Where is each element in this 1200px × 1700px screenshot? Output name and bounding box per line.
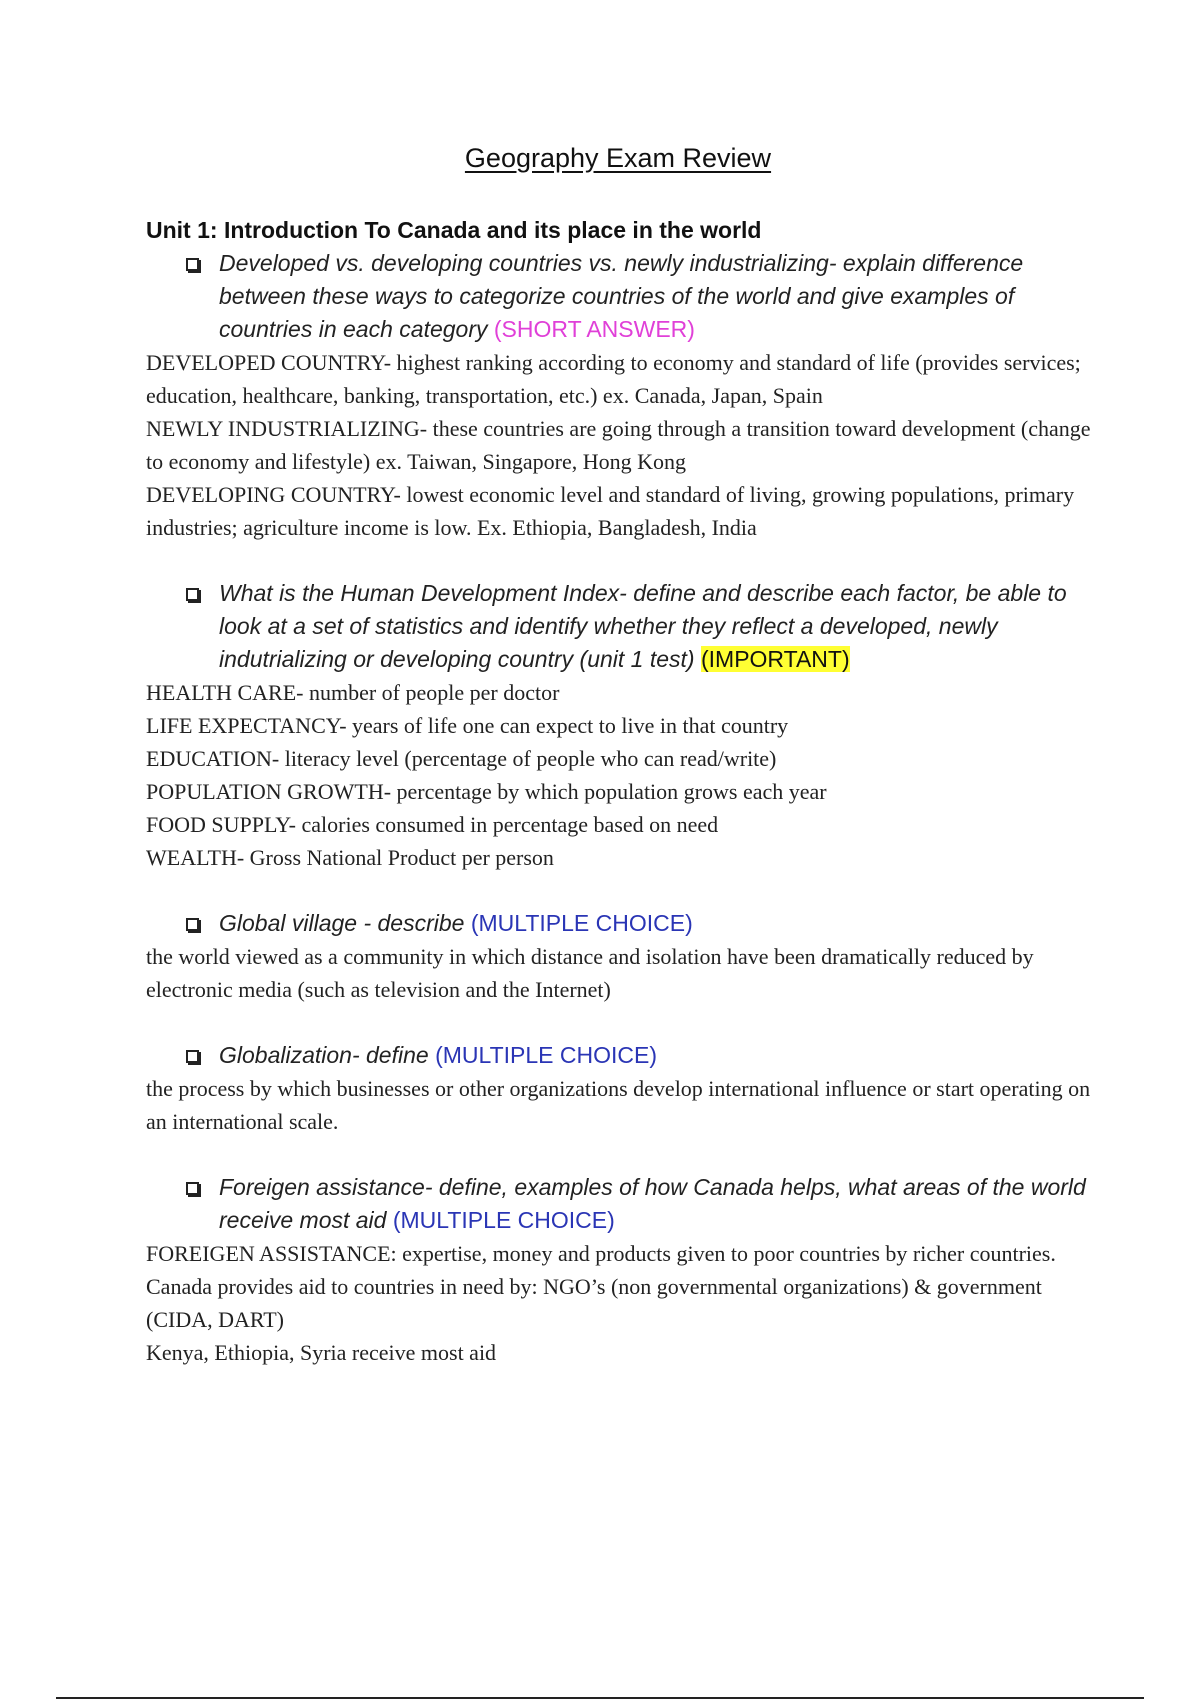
question-foreign-assistance — [146, 1171, 1106, 1237]
answer-line: Canada provides aid to countries in need by: NGO’s (non governmental organizations) & government (CIDA, DART) — [146, 1274, 1042, 1332]
answer-line: Kenya, Ethiopia, Syria receive most aid — [146, 1340, 497, 1365]
question-globalization — [146, 1039, 1106, 1072]
answer-line: WEALTH- Gross National Product per person — [146, 845, 554, 870]
checkbox-bullet-icon — [186, 1050, 199, 1063]
answer-line: LIFE EXPECTANCY- years of life one can expect to live in that country — [146, 713, 789, 738]
answer-line: DEVELOPING COUNTRY- lowest economic level and standard of living, growing populations, primary industries; agriculture income is low. Ex. Ethiopia, Bangladesh, India — [146, 482, 1075, 540]
answer-block — [146, 1237, 1106, 1369]
question-human-development-index — [146, 577, 1106, 676]
unit-heading: Unit 1: Introduction To Canada and its place in the world — [146, 217, 762, 243]
question-developed-vs-developing — [146, 247, 1106, 346]
question-text: Foreigen assistance- define, examples of how Canada helps, what areas of the world receive most aid — [219, 1174, 1086, 1233]
multiple-choice-tag: (MULTIPLE CHOICE) — [392, 1207, 615, 1233]
page-bottom-divider — [56, 1697, 1144, 1699]
question-text: Global village - describe — [219, 910, 465, 936]
document-content — [146, 213, 1106, 1369]
answer-block — [146, 676, 1106, 874]
question-text: Globalization- define — [219, 1042, 429, 1068]
short-answer-tag: (SHORT ANSWER) — [493, 316, 695, 342]
checkbox-bullet-icon — [186, 258, 199, 271]
page-title: Geography Exam Review — [464, 143, 772, 173]
answer-line: DEVELOPED COUNTRY- highest ranking according to economy and standard of life (provides services; education, healthcare, banking, transportation, etc.) ex. Canada, Japan, Spain — [146, 350, 1081, 408]
answer-line: the world viewed as a community in which distance and isolation have been dramatically reduced by electronic media (such as television and the Internet) — [146, 944, 1034, 1002]
question-text: What is the Human Development Index- define and describe each factor, be able to look at a set of statistics and identify whether they reflect a developed, newly indutrializing or developing country (unit 1 test) — [219, 580, 1067, 672]
answer-line: EDUCATION- literacy level (percentage of people who can read/write) — [146, 746, 777, 771]
answer-line: POPULATION GROWTH- percentage by which population grows each year — [146, 779, 827, 804]
checkbox-bullet-icon — [186, 1182, 199, 1195]
answer-line: the process by which businesses or other organizations develop international influence or start operating on an international scale. — [146, 1076, 1091, 1134]
checkbox-bullet-icon — [186, 918, 199, 931]
answer-line: FOREIGEN ASSISTANCE: expertise, money and products given to poor countries by richer countries. — [146, 1241, 1056, 1266]
answer-block — [146, 1072, 1106, 1138]
checkbox-bullet-icon — [186, 588, 199, 601]
answer-line: FOOD SUPPLY- calories consumed in percentage based on need — [146, 812, 719, 837]
multiple-choice-tag: (MULTIPLE CHOICE) — [435, 1042, 658, 1068]
question-global-village — [146, 907, 1106, 940]
answer-block — [146, 346, 1106, 544]
answer-block — [146, 940, 1106, 1006]
answer-line: HEALTH CARE- number of people per doctor — [146, 680, 560, 705]
answer-line: NEWLY INDUSTRIALIZING- these countries are going through a transition toward development (change to economy and lifestyle) ex. Taiwan, Singapore, Hong Kong — [146, 416, 1091, 474]
important-tag: (IMPORTANT) — [700, 646, 850, 672]
question-text: Developed vs. developing countries vs. newly industrializing- explain difference between these ways to categorize countries of the world and give examples of countries in each category — [219, 250, 1024, 342]
multiple-choice-tag: (MULTIPLE CHOICE) — [470, 910, 693, 936]
